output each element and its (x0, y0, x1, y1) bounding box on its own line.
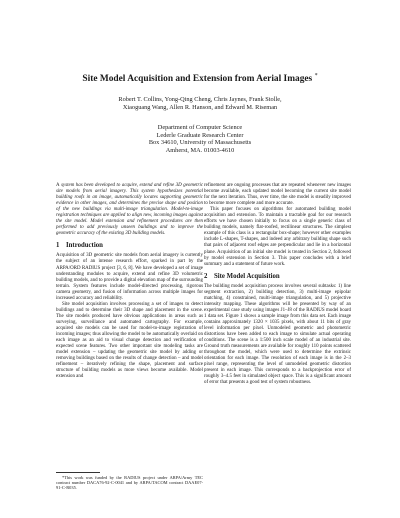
section-heading-site-model-acquisition (204, 273, 351, 281)
section-heading-introduction (56, 242, 203, 250)
affiliation-city: Amherst, MA. 01003-4610 (165, 146, 235, 154)
section-number: 1 (56, 242, 60, 250)
intro-paragraph-4: This paper focuses on algorithms for automated building model acquisition and extension. To maintain a tractable goal for our research efforts we have chosen initially to focus on a single generic class of building models, namely flat-roofed, rectilinear structures. The simplest example of this class is a rectangular box-shape; however other examples include L-shapes, T-shapes, and indeed any arbitrary building shape such that pairs of adjacent roof edges are perpendicular and lie in a horizontal plane. Acquisition of an initial site model is treated in Section 2, followed by model extension in Section 3. This paper concludes with a brief summary and a statement of future work. (204, 207, 351, 267)
right-column (204, 183, 351, 386)
footnote (56, 472, 203, 490)
authors-line-1: Robert T. Collins, Yong-Qing Cheng, Chris Jaynes, Frank Stolle, (118, 96, 282, 103)
authors-line-2: Xiaoguang Wang, Allen R. Hanson, and Edward M. Riseman (122, 103, 278, 111)
intro-paragraph-1: Acquisition of 3D geometric site models from aerial imagery is currently the subject of an intense research effort, sparked in part by the ARPA/ORD RADIUS project [3, 6, 8]. We have developed a set of image understanding modules to acquire, extend and refine 3D volumetric building models, and to provide a digital elevation map of the surrounding terrain. System features include model-directed processing, rigorous camera geometry, and fusion of information across multiple images for increased accuracy and reliability. (56, 253, 203, 301)
intro-paragraph-3: refinement are ongoing processes that are repeated whenever new images become available, each updated model becoming the current site model for the next iteration. Thus, over time, the site model is steadily improved to become more complete and more accurate. (204, 183, 351, 207)
affiliation-department: Department of Computer Science (157, 124, 243, 131)
intro-paragraph-2: Site model acquisition involves processing a set of images to detect buildings and to determine their 3D shape and placement in the scene. The site models produced have obvious applications in areas such as surveying, surveillance and automated cartography. For example, acquired site models can be used for model-to-image registration of incoming images; thus allowing the model to be automatically overlaid on each image as an aid to visual change detection and verification of expected scene features. Two other important site modeling tasks are model extension – updating the geometric site model by adding or removing buildings based on the results of change detection – and model refinement – iteratively refining the shape, placement and surface structure of building models as more views become available. Model extension and (56, 301, 203, 380)
author-list (40, 96, 360, 111)
section-title: Introduction (66, 242, 103, 250)
section-title: Site Model Acquisition (214, 272, 280, 280)
affiliation-box: Box 34610, University of Massachusetts (148, 139, 252, 147)
footnote-text: *This work was funded by the RADIUS project under ARPA/Army TEC contract number DACA76-92-C-0041 and by ARPA/TACOM contract DAAE07-91-C-R035. (56, 474, 203, 490)
abstract-text: system has been developed to acquire, extend and refine 3D geometric site models from aerial imagery. This system hypothesizes potential building roofs in an image, automatically locates supporting geometric evidence in other images, and determines the precise shape and position of the new buildings via multi-image triangulation. Model-to-image registration techniques are applied to align new, incoming images against the site model. Model extension and refinement procedures are then performed to add previously unseen buildings and to improve the geometric accuracy of the existing 3D building models. (56, 183, 204, 237)
affiliation-center: Lederle Graduate Research Center (156, 131, 244, 139)
footnote-rule (56, 472, 100, 473)
paper-title (20, 70, 380, 85)
left-column (56, 183, 203, 380)
abstract-lead: A (56, 183, 60, 188)
section-number: 2 (204, 272, 208, 280)
title-text: Site Model Acquisition and Extension from Aerial Images (82, 74, 313, 85)
abstract (56, 183, 203, 237)
acquisition-paragraph-1: The building model acquisition process involves several subtasks: 1) line segment extraction, 2) building detection, 3) multi-image epipolar matching, 4) constrained, multi-image triangulation, and 5) projective intensity mapping. These algorithms will be presented by way of an experimental case study using images J1–J8 of the RADIUS model board 1 data set. Figure 1 shows a sample image from this data set. Each image contains approximately 1320 × 1035 pixels, with about 11 bits of gray level information per pixel. Unmodeled geometric and photometric distortions have been added to each image to simulate actual operating conditions. The scene is a 1:500 inch scale model of an industrial site. Ground truth measurements are available for roughly 110 points scattered throughout the model, which were used to determine the extrinsic orientation for each image. The resolution of each image is in the 2–3 pixel range, representing the level of unmodeled geometric distortion present in each image. This corresponds to a backprojection error of roughly 3–4.5 feet in simulated object space. This is a significant amount of error that presents a good test of system robustness. (204, 283, 351, 386)
affiliation (40, 124, 360, 154)
title-footnote-mark: * (314, 73, 318, 79)
